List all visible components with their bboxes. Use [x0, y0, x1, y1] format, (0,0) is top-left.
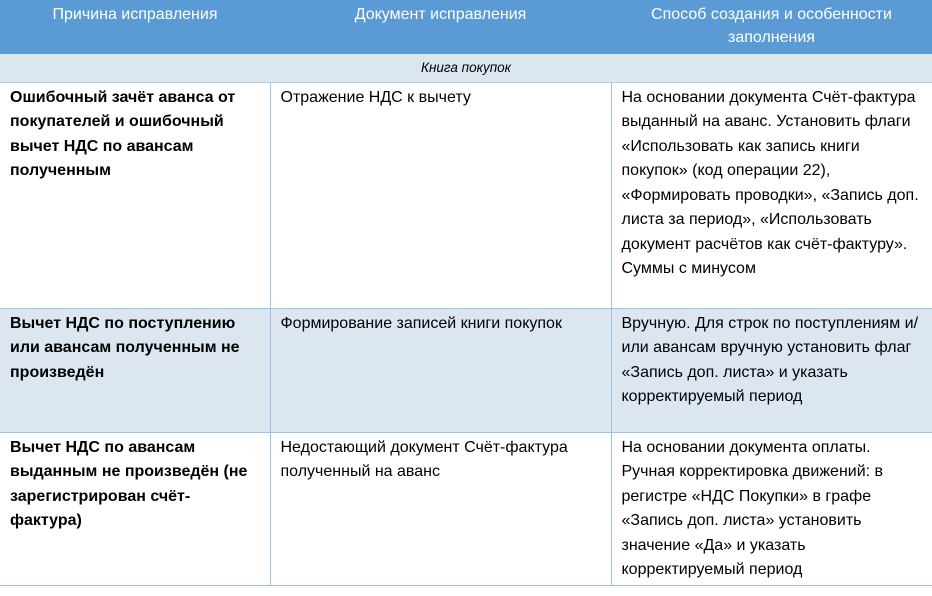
header-method: Способ создания и особенности заполнения: [611, 0, 932, 54]
reason-cell: Вычет НДС по авансам выданным не произведён (не зарегистрирован счёт-фактура): [0, 432, 270, 585]
header-row: [0, 0, 932, 54]
document-cell: Формирование записей книги покупок: [270, 308, 611, 432]
table-row: [0, 82, 932, 308]
document-cell: Отражение НДС к вычету: [270, 82, 611, 308]
reason-cell: Вычет НДС по поступлению или авансам полученным не произведён: [0, 308, 270, 432]
reason-cell: Ошибочный зачёт аванса от покупателей и ошибочный вычет НДС по авансам полученным: [0, 82, 270, 308]
header-reason: Причина исправления: [0, 0, 270, 54]
section-row: [0, 54, 932, 82]
document-cell: Недостающий документ Счёт-фактура полученный на аванс: [270, 432, 611, 585]
method-cell: На основании документа оплаты. Ручная корректировка движений: в регистре «НДС Покупки» в графе «Запись доп. листа» установить значение «Да» и указать корректируемый период: [611, 432, 932, 585]
section-title: Книга покупок: [0, 54, 932, 82]
table-row: [0, 432, 932, 585]
table-row: [0, 308, 932, 432]
method-cell: На основании документа Счёт-фактура выданный на аванс. Установить флаги «Использовать как запись книги покупок» (код операции 22), «Формировать проводки», «Запись доп. листа за период», «Использовать документ расчётов как счёт-фактуру». Суммы с минусом: [611, 82, 932, 308]
method-cell: Вручную. Для строк по поступлениям и/или авансам вручную установить флаг «Запись доп. листа» и указать корректируемый период: [611, 308, 932, 432]
header-document: Документ исправления: [270, 0, 611, 54]
